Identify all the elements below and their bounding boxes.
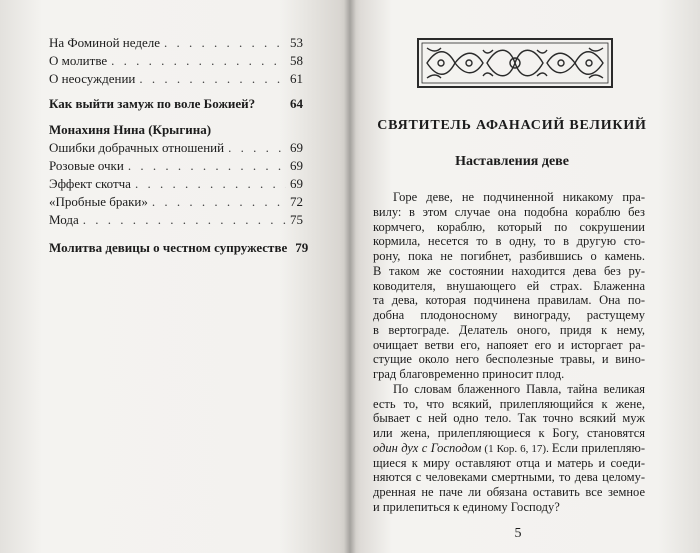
text-line: есть то, что всякий, прилепляющийся к жене, [373,396,645,411]
scripture-reference: (1 Кор. 6, 17). [481,442,552,455]
toc-item: «Пробные браки» . . . 72 [49,193,303,211]
text-line: град благовременно приносит плод. [373,367,565,382]
floral-ornament-icon [417,38,613,88]
text-line: дренная не паче ли обязана оставить все земное [373,485,645,500]
toc-item: О неосуждении . . . 61 [49,70,303,88]
toc-author-heading: Монахиня Нина (Крыгина) [49,122,212,137]
text-line: вилу: в этом случае она подобна кораблю без [373,204,645,219]
italic-quote: один дух с Господом [373,440,482,455]
text-line: кормила, несется то в одну, то в другую сто- [373,234,645,249]
toc-item: Ошибки добрачных отношений . . . 69 [49,139,303,157]
chapter-author-heading: СВЯТИТЕЛЬ АФАНАСИЙ ВЕЛИКИЙ [377,118,647,133]
toc-item: О молитве . . . 58 [49,52,303,70]
toc-item: Эффект скотча . . . 69 [49,175,303,193]
text-line: стущие около него бесполезные травы, и вино- [373,352,645,367]
text-line: няются с человеками смертными, то дева целому- [373,470,645,485]
text-line: ководителя, внушающего ей страх. Блаженна [373,278,645,293]
text-line [373,441,645,456]
text-line: щиеся к миру оставляют отца и матерь и соеди- [373,455,645,470]
text-line: та дева, которая подчинена правилам. Она по- [373,293,645,308]
text-line: В таком же состоянии находится дева без ру- [373,263,645,278]
toc-item: На Фоминой неделе . . . 53 [49,34,303,52]
text-line: добна плодоносному винограду, растущему [373,308,645,323]
toc-item: Молитва девицы о честном супружестве 79 [49,240,309,255]
toc-item: Как выйти замуж по воле Божией? 64 [49,96,303,111]
text-line: в вертограде. Делатель оного, придя к нему, [373,322,645,337]
text-line: рону, пока не погибнет, разбившись о камень. [373,249,645,264]
toc-item: Розовые очки . . . 69 [49,157,303,175]
text-line: бывает с ней одно тело. Так точно всякий муж [373,411,645,426]
text-line: или жена, прилепляющиеся к Богу, становятся [373,426,645,441]
text-line: кормчего, кораблю, который по сокрушении [373,219,645,234]
text-line: По словам блаженного Павла, тайна великая [393,381,645,396]
toc-item: Мода . . . 75 [49,211,303,229]
page-number: 5 [514,526,522,541]
chapter-title: Наставления деве [455,154,569,169]
text-line: Горе деве, не подчиненной никакому пра- [393,190,645,204]
text-line: и прилепиться к единому Господу? [373,500,560,514]
text-line: очищает ветви его, напояет его и исторгает ра- [373,337,645,352]
text-line-rest: Если прилепляю- [551,440,645,455]
